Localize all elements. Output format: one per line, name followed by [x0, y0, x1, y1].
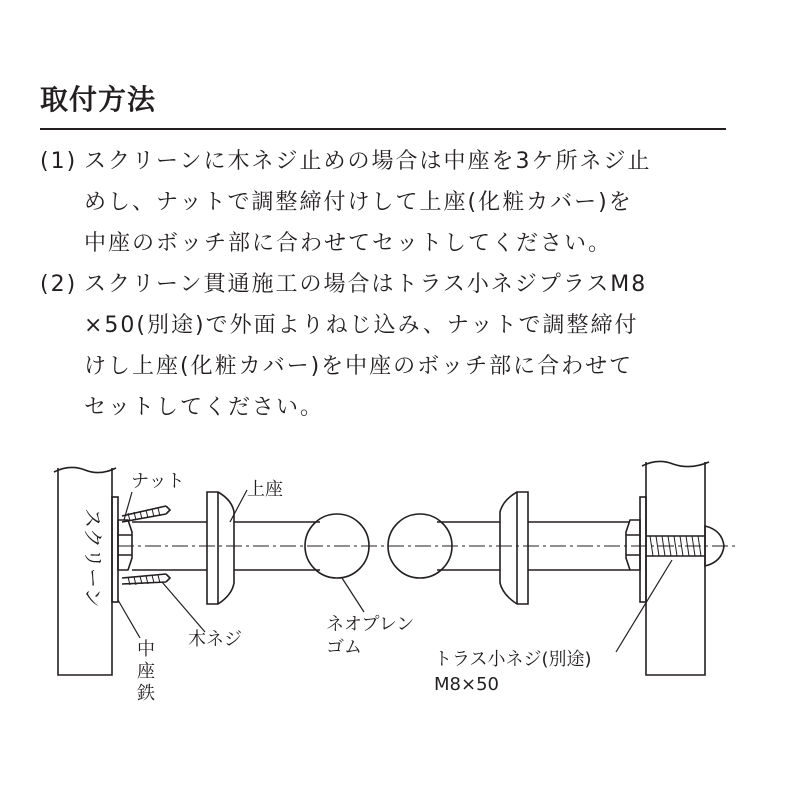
left-screen-break: [54, 467, 116, 472]
rubber-leader: [342, 578, 364, 612]
step-line: ×50(別途)で外面よりねじ込み、ナットで調整締付: [84, 313, 639, 338]
screen-label: スクリーン: [81, 508, 105, 608]
nut-label: ナット: [131, 471, 185, 492]
step-line: めし、ナットで調整締付けして上座(化粧カバー)を: [84, 190, 633, 215]
upper-seat-left: [207, 492, 234, 604]
rubber-label-1: ネオプレン: [326, 614, 415, 635]
right-plate: [640, 497, 646, 602]
truss-screw-label-2: M8×50: [434, 674, 499, 695]
middle-seat-leader: [118, 600, 140, 638]
step-line: けし上座(化粧カバー)を中座のボッチ部に合わせて: [84, 354, 634, 379]
wood-screw-label: 木ネジ: [188, 629, 242, 650]
rubber-label-2: ゴム: [326, 637, 362, 658]
right-screen-break: [642, 461, 709, 466]
step-number: (1): [40, 149, 78, 174]
middle-seat-plate: [112, 497, 118, 602]
page-title: 取付方法: [40, 83, 157, 116]
upper-seat-right: [500, 492, 528, 604]
left-nut: [118, 520, 132, 570]
middle-seat-label-2: 座: [137, 661, 155, 682]
middle-seat-label-3: 鉄: [137, 683, 155, 704]
step-line: 中座のボッチ部に合わせてセットしてください。: [84, 231, 613, 256]
step-line: セットしてください。: [84, 395, 325, 420]
right-nut: [626, 520, 640, 570]
nut-leader: [124, 492, 132, 520]
step-number: (2): [40, 272, 78, 297]
middle-seat-label-1: 中: [137, 639, 155, 660]
truss-screw-label-1: トラス小ネジ(別途): [434, 649, 592, 670]
right-screen-panel: [646, 462, 705, 675]
step-line: スクリーン貫通施工の場合はトラス小ネジプラスM8: [84, 272, 648, 297]
truss-screw-leader: [616, 560, 672, 652]
step-line: スクリーンに木ネジ止めの場合は中座を3ケ所ネジ止: [84, 149, 652, 174]
wood-screw-leader: [162, 582, 205, 632]
upper-seat-label: 上座: [247, 479, 283, 500]
